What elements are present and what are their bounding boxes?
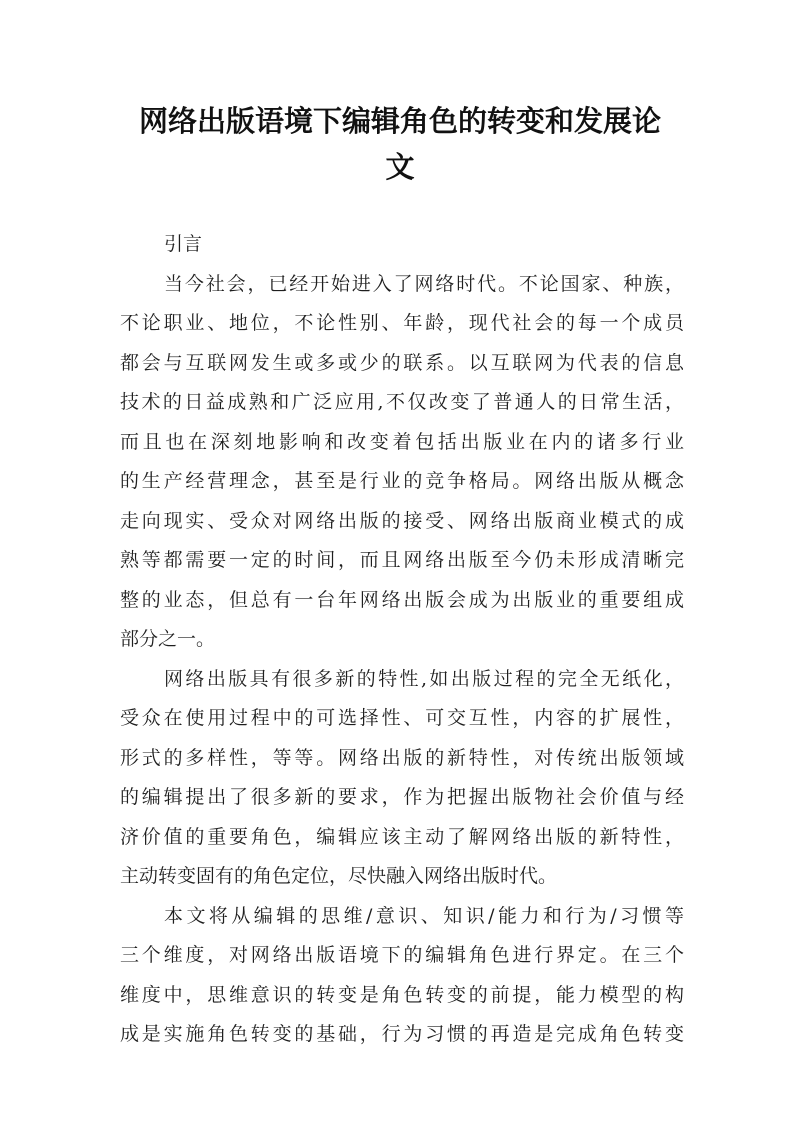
section-heading-text: 引言 xyxy=(164,233,203,255)
text-line: 的生产经营理念，甚至是行业的竞争格局。网络出版从概念 xyxy=(120,470,684,492)
text-line: 整的业态，但总有一台年网络出版会成为出版业的重要组成 xyxy=(120,588,684,611)
text-line: 受众在使用过程中的可选择性、可交互性，内容的扩展性， xyxy=(120,707,684,729)
text-line: 都会与互联网发生或多或少的联系。以互联网为代表的信息 xyxy=(120,351,684,374)
section-heading-intro xyxy=(120,225,684,265)
text-line: 网络出版具有很多新的特性,如出版过程的完全无纸化， xyxy=(164,667,684,690)
text-line: 形式的多样性，等等。网络出版的新特性，对传统出版领域 xyxy=(120,746,684,769)
title-line-2: 文 xyxy=(385,150,415,184)
paragraph-3 xyxy=(120,897,684,1055)
paragraph-2 xyxy=(120,660,684,897)
document-body xyxy=(120,225,684,1055)
text-line: 熟等都需要一定的时间，而且网络出版至今仍未形成清晰完 xyxy=(120,549,684,571)
text-line: 当今社会，已经开始进入了网络时代。不论国家、种族， xyxy=(164,272,684,295)
document-title xyxy=(120,98,680,190)
text-line: 走向现实、受众对网络出版的接受、网络出版商业模式的成 xyxy=(120,509,684,532)
text-line: 济价值的重要角色，编辑应该主动了解网络出版的新特性， xyxy=(120,825,684,848)
text-line: 本文将从编辑的思维/意识、知识/能力和行为/习惯等 xyxy=(164,904,684,927)
text-line: 不论职业、地位，不论性别、年龄，现代社会的每一个成员 xyxy=(120,312,684,334)
text-line: 的编辑提出了很多新的要求，作为把握出版物社会价值与经 xyxy=(120,786,684,808)
text-line: 部分之一。 xyxy=(120,628,216,650)
text-line: 维度中，思维意识的转变是角色转变的前提，能力模型的构 xyxy=(120,983,684,1006)
title-line-1: 网络出版语境下编辑角色的转变和发展论 xyxy=(138,104,661,138)
text-line: 三个维度，对网络出版语境下的编辑角色进行界定。在三个 xyxy=(120,944,684,966)
text-line: 成是实施角色转变的基础，行为习惯的再造是完成角色转变 xyxy=(120,1023,684,1045)
text-line: 而且也在深刻地影响和改变着包括出版业在内的诸多行业 xyxy=(120,430,684,453)
text-line: 技术的日益成熟和广泛应用,不仅改变了普通人的日常生活， xyxy=(120,391,684,413)
text-line: 主动转变固有的角色定位，尽快融入网络出版时代。 xyxy=(120,865,558,887)
paragraph-1 xyxy=(120,265,684,660)
